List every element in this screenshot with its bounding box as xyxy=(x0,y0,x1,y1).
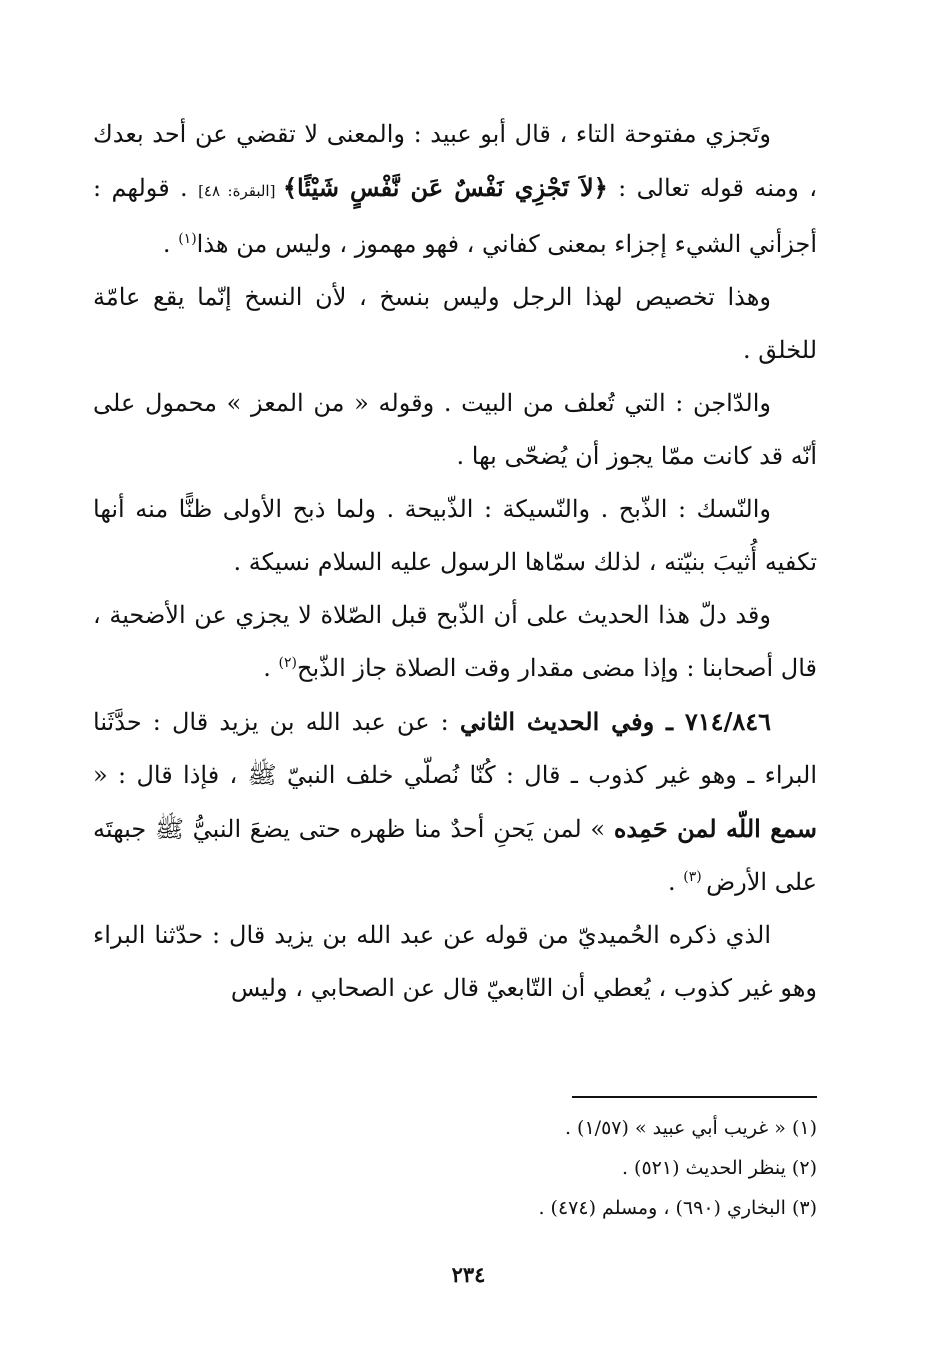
paragraph xyxy=(93,377,817,483)
paragraph-text: » لمن يَحنِ أحدٌ منا ظهره حتى يضعَ النبيُّ ﷺ جبهتَه على الأرض xyxy=(93,815,817,896)
footnotes-block xyxy=(93,1108,817,1228)
paragraph-text: . قولهم : أجزأني الشيء إجزاء بمعنى كفاني ، فهو مهموز ، وليس من هذا xyxy=(93,174,817,258)
paragraph-text: وقد دلّ هذا الحديث على أن الذّبح قبل الصّلاة لا يجزي عن الأضحية ، قال أصحابنا : وإذا مضى مقدار وقت الصلاة جاز الذّبح xyxy=(93,601,817,682)
paragraph-text: وتَجزي مفتوحة التاء ، قال أبو عبيد : والمعنى لا تقضي عن أحد بعدك ، ومنه قوله تعالى : xyxy=(93,120,817,202)
footnote-reference: (٢) xyxy=(278,655,297,671)
paragraph xyxy=(93,695,817,909)
paragraph xyxy=(93,108,817,271)
footnote-separator xyxy=(572,1096,817,1098)
paragraph-text: : عن عبد الله بن يزيد قال : حدَّثَنا البراء ـ وهو غير كذوب ـ قال : كُنّا نُصلّي خلف النبيّ ﷺ ، فإذا قال : « xyxy=(93,708,817,789)
paragraph-text: . xyxy=(263,654,279,682)
paragraph-text: والدّاجن : التي تُعلف من البيت . وقوله « من المعز » محمول على أنّه قد كانت ممّا يجوز أن يُضحّى بها . xyxy=(93,389,817,470)
paragraph-text: . xyxy=(162,230,179,258)
citation: [البقرة: ٤٨] xyxy=(198,182,283,200)
footnote: (٢) ينظر الحديث (٥٢١) . xyxy=(621,1157,817,1179)
footnote-reference: (٣) xyxy=(683,869,707,885)
emphasis-text: سمع اللّه لمن حَمِده xyxy=(613,814,817,843)
paragraph xyxy=(93,483,817,589)
emphasis-text: ٧١٤/٨٤٦ ـ وفي الحديث الثاني xyxy=(459,707,771,736)
paragraph-text: وهذا تخصيص لهذا الرجل وليس بنسخ ، لأن النسخ إنّما يقع عامّة للخلق . xyxy=(93,283,817,364)
paragraph-text: الذي ذكره الحُميديّ من قوله عن عبد الله بن يزيد قال : حدّثنا البراء وهو غير كذوب ، يُعطي أن التّابعيّ قال عن الصحابي ، وليس xyxy=(93,921,817,1002)
footnote: (١) « غريب أبي عبيد » (١/٥٧) . xyxy=(564,1117,817,1139)
emphasis-text: ﴿لاَ تَجْزِي نَفْسٌ عَن نَّفْسٍ شَيْئًا﴾ xyxy=(282,173,608,202)
paragraph-text: والنّسك : الذّبح . والنّسيكة : الذّبيحة . ولما ذبح الأولى ظنًّا منه أنها تكفيه أُثيبَ بنيّته ، لذلك سمّاها الرسول عليه السلام نسيكة . xyxy=(93,495,817,576)
paragraph xyxy=(93,589,817,695)
footnote-reference: (١) xyxy=(178,231,197,247)
footnote: (٣) البخاري (٦٩٠) ، ومسلم (٤٧٤) . xyxy=(538,1197,817,1219)
paragraph xyxy=(93,271,817,377)
page-number: ٢٣٤ xyxy=(451,1262,486,1287)
main-text-block xyxy=(93,108,817,1015)
paragraph-text: . xyxy=(667,868,684,896)
paragraph xyxy=(93,909,817,1015)
